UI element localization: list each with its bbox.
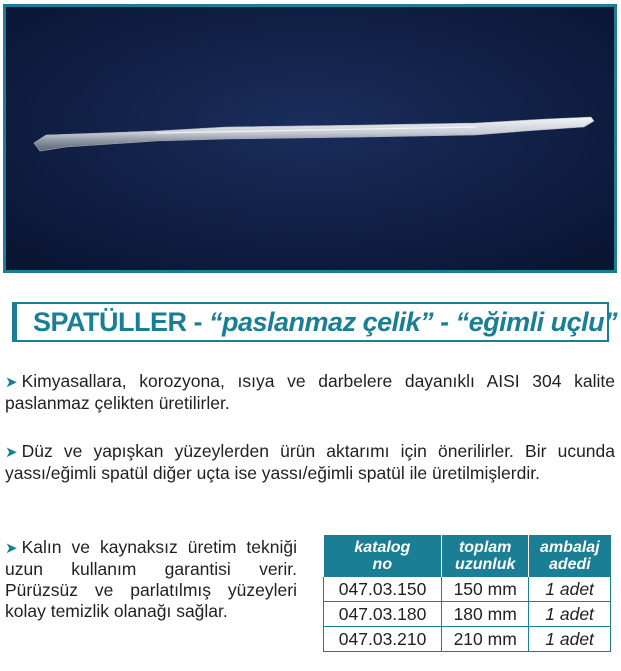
catalog-no-cell: 047.03.150 bbox=[324, 577, 442, 602]
catalog-no-cell: 047.03.180 bbox=[324, 602, 442, 627]
chevron-right-icon: ➤ bbox=[5, 540, 18, 557]
package-cell: 1 adet bbox=[529, 577, 611, 602]
page-title bbox=[33, 307, 617, 338]
length-cell: 210 mm bbox=[442, 627, 529, 652]
chevron-right-icon: ➤ bbox=[5, 374, 18, 391]
spec-table bbox=[323, 535, 611, 652]
paragraph-durability bbox=[5, 537, 297, 622]
chevron-right-icon: ➤ bbox=[5, 444, 18, 461]
catalog-no-cell: 047.03.210 bbox=[324, 627, 442, 652]
paragraph-text: Kalın ve kaynaksız üretim tekniği uzun kullanım garantisi verir. Pürüzsüz ve parlatılmış yüzeyleri kolay temizlik olanağı sağlar. bbox=[5, 537, 297, 621]
header-catalog-no: katalog no bbox=[324, 535, 442, 577]
paragraph-material bbox=[5, 371, 615, 414]
package-cell: 1 adet bbox=[529, 602, 611, 627]
package-cell: 1 adet bbox=[529, 627, 611, 652]
paragraph-text: Kimyasallara, korozyona, ısıya ve darbelere dayanıklı AISI 304 kalite paslanmaz çelikten üretilirler. bbox=[5, 371, 615, 413]
table-row bbox=[324, 627, 611, 652]
title-box bbox=[12, 302, 618, 342]
paragraph-text: Düz ve yapışkan yüzeylerden ürün aktarımı için önerilirler. Bir ucunda yassı/eğimli spatül diğer uçta ise yassı/eğimli spatül ile üretilmişlerdir. bbox=[5, 441, 615, 483]
title-main: SPATÜLLER - bbox=[33, 307, 202, 337]
length-cell: 180 mm bbox=[442, 602, 529, 627]
product-photo bbox=[3, 4, 617, 273]
table-header-row bbox=[324, 535, 611, 577]
table-row bbox=[324, 577, 611, 602]
length-cell: 150 mm bbox=[442, 577, 529, 602]
header-total-length: toplam uzunluk bbox=[442, 535, 529, 577]
paragraph-usage bbox=[5, 441, 615, 484]
header-package-qty: ambalaj adedi bbox=[529, 535, 611, 577]
title-subtitle: “paslanmaz çelik” - “eğimli uçlu” bbox=[209, 307, 618, 337]
table-row bbox=[324, 602, 611, 627]
